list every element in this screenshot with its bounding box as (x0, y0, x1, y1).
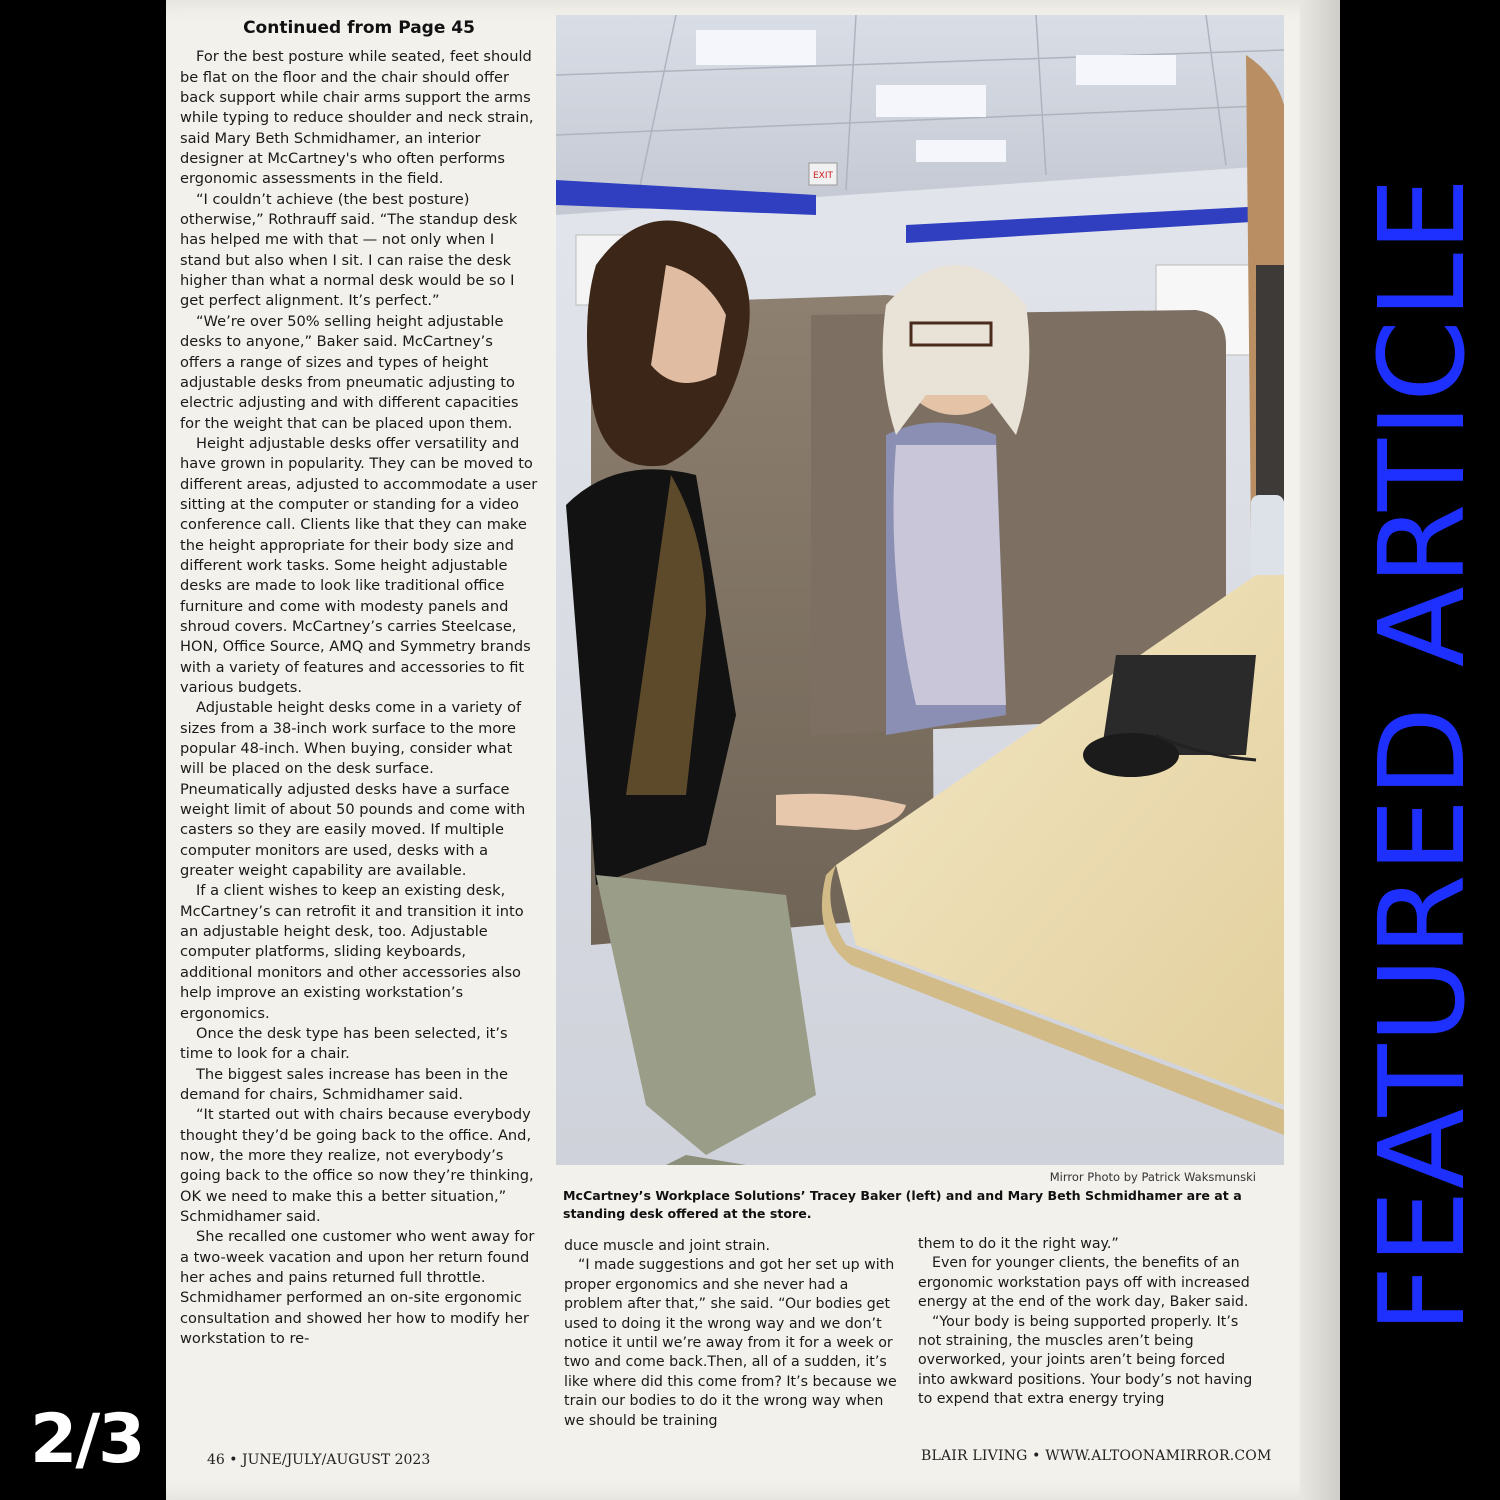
article-paragraph: “I couldn’t achieve (the best posture) otherwise,” Rothrauff said. “The standup desk has helped me with that — not only when I stand but also when I sit. I can raise the desk higher than what a normal desk would be so I get perfect alignment. It’s perfect.” (180, 190, 518, 310)
right-article-column (918, 1235, 1256, 1410)
middle-article-column (564, 1237, 902, 1431)
featured-article-text: FEATURED ARTICLE (1353, 176, 1491, 1334)
article-paragraph: Even for younger clients, the benefits of an ergonomic workstation pays off with increased energy at the end of the work day, Baker said. (918, 1255, 1250, 1311)
article-paragraph: “We’re over 50% selling height adjustable desks to anyone,” Baker said. McCartney’s offers a range of sizes and types of height adjustable desks from pneumatic adjusting to electric adjusting and with different capacities for the weight that can be placed upon them. (180, 312, 519, 432)
article-paragraph: “Your body is being supported properly. It’s not straining, the muscles aren’t being overworked, your joints aren’t being forced into awkward positions. Your body’s not having to expend that extra energy trying (918, 1313, 1253, 1408)
exit-sign: EXIT (812, 171, 834, 181)
photo-credit: Mirror Photo by Patrick Waksmunski (1049, 1170, 1256, 1184)
page-edge-shadow (1300, 0, 1340, 1500)
featured-article-banner (1353, 150, 1491, 1360)
article-paragraph: The biggest sales increase has been in the demand for chairs, Schmidhamer said. (180, 1065, 508, 1103)
photo-caption: McCartney’s Workplace Solutions’ Tracey Baker (left) and and Mary Beth Schmidhamer are at a standing desk offered at the store. (563, 1188, 1242, 1221)
article-paragraph: Adjustable height desks come in a variety of sizes from a 38-inch work surface to the more popular 48-inch. When buying, consider what will be placed on the desk surface. Pneumatically adjusted desks have a surface weight limit of about 50 pounds and come with casters so they are easily moved. If multiple computer monitors are used, desks with a greater weight capability are available. (180, 699, 526, 880)
photo-illustration (556, 15, 1284, 1165)
page-count-indicator: 2/3 (30, 1400, 144, 1479)
article-paragraph: Height adjustable desks offer versatility and have grown in popularity. They can be moved to different areas, adjusted to accommodate a user sitting at the computer or standing for a video conference call. Clients like that they can make the height appropriate for their body size and different work tasks. Some height adjustable desks are made to look like traditional office furniture and come with modesty panels and shroud covers. McCartney’s carries Steelcase, HON, Office Source, AMQ and Symmetry brands with a variety of features and accessories to fit various budgets. (180, 434, 538, 696)
continued-heading: Continued from Page 45 (243, 18, 475, 38)
article-paragraph: them to do it the right way.” (918, 1236, 1119, 1252)
article-paragraph: For the best posture while seated, feet should be flat on the floor and the chair should offer back support while chair arms support the arms while typing to reduce shoulder and neck strain, said Mary Beth Schmidhamer, an interior designer at McCartney's who often performs ergonomic assessments in the field. (180, 48, 534, 188)
article-paragraph: “I made suggestions and got her set up with proper ergonomics and she never had a problem after that,” she said. “Our bodies get used to doing it the wrong way and we don’t notice it until we’re away from it for a week or two and come back.Then, all of a sudden, it’s like where did this come from? It’s because we train our bodies to do it the wrong way when we should be training (564, 1257, 897, 1429)
folio-page-number: 46 • JUNE/JULY/AUGUST 2023 (207, 1452, 431, 1468)
article-photo (556, 15, 1284, 1165)
folio-publication: BLAIR LIVING • WWW.ALTOONAMIRROR.COM (921, 1448, 1272, 1464)
article-paragraph: If a client wishes to keep an existing desk, McCartney’s can retrofit it and transition it into an adjustable height desk, too. Adjustable computer platforms, sliding keyboards, additional monitors and other accessories also help improve an existing workstation’s ergonomics. (180, 882, 524, 1022)
article-paragraph: She recalled one customer who went away for a two-week vacation and upon her return found her aches and pains returned full throttle. Schmidhamer performed an on-site ergonomic consultation and showed her how to modify her workstation to re- (180, 1228, 535, 1347)
article-paragraph: duce muscle and joint strain. (564, 1238, 770, 1254)
left-article-column (180, 18, 538, 1349)
article-paragraph: “It started out with chairs because everybody thought they’d be going back to the office. And, now, the more they realize, not everybody’s going back to the office so now they’re thinking, OK we need to make this a better situation,” Schmidhamer said. (180, 1106, 534, 1225)
article-paragraph: Once the desk type has been selected, it’s time to look for a chair. (180, 1024, 508, 1063)
